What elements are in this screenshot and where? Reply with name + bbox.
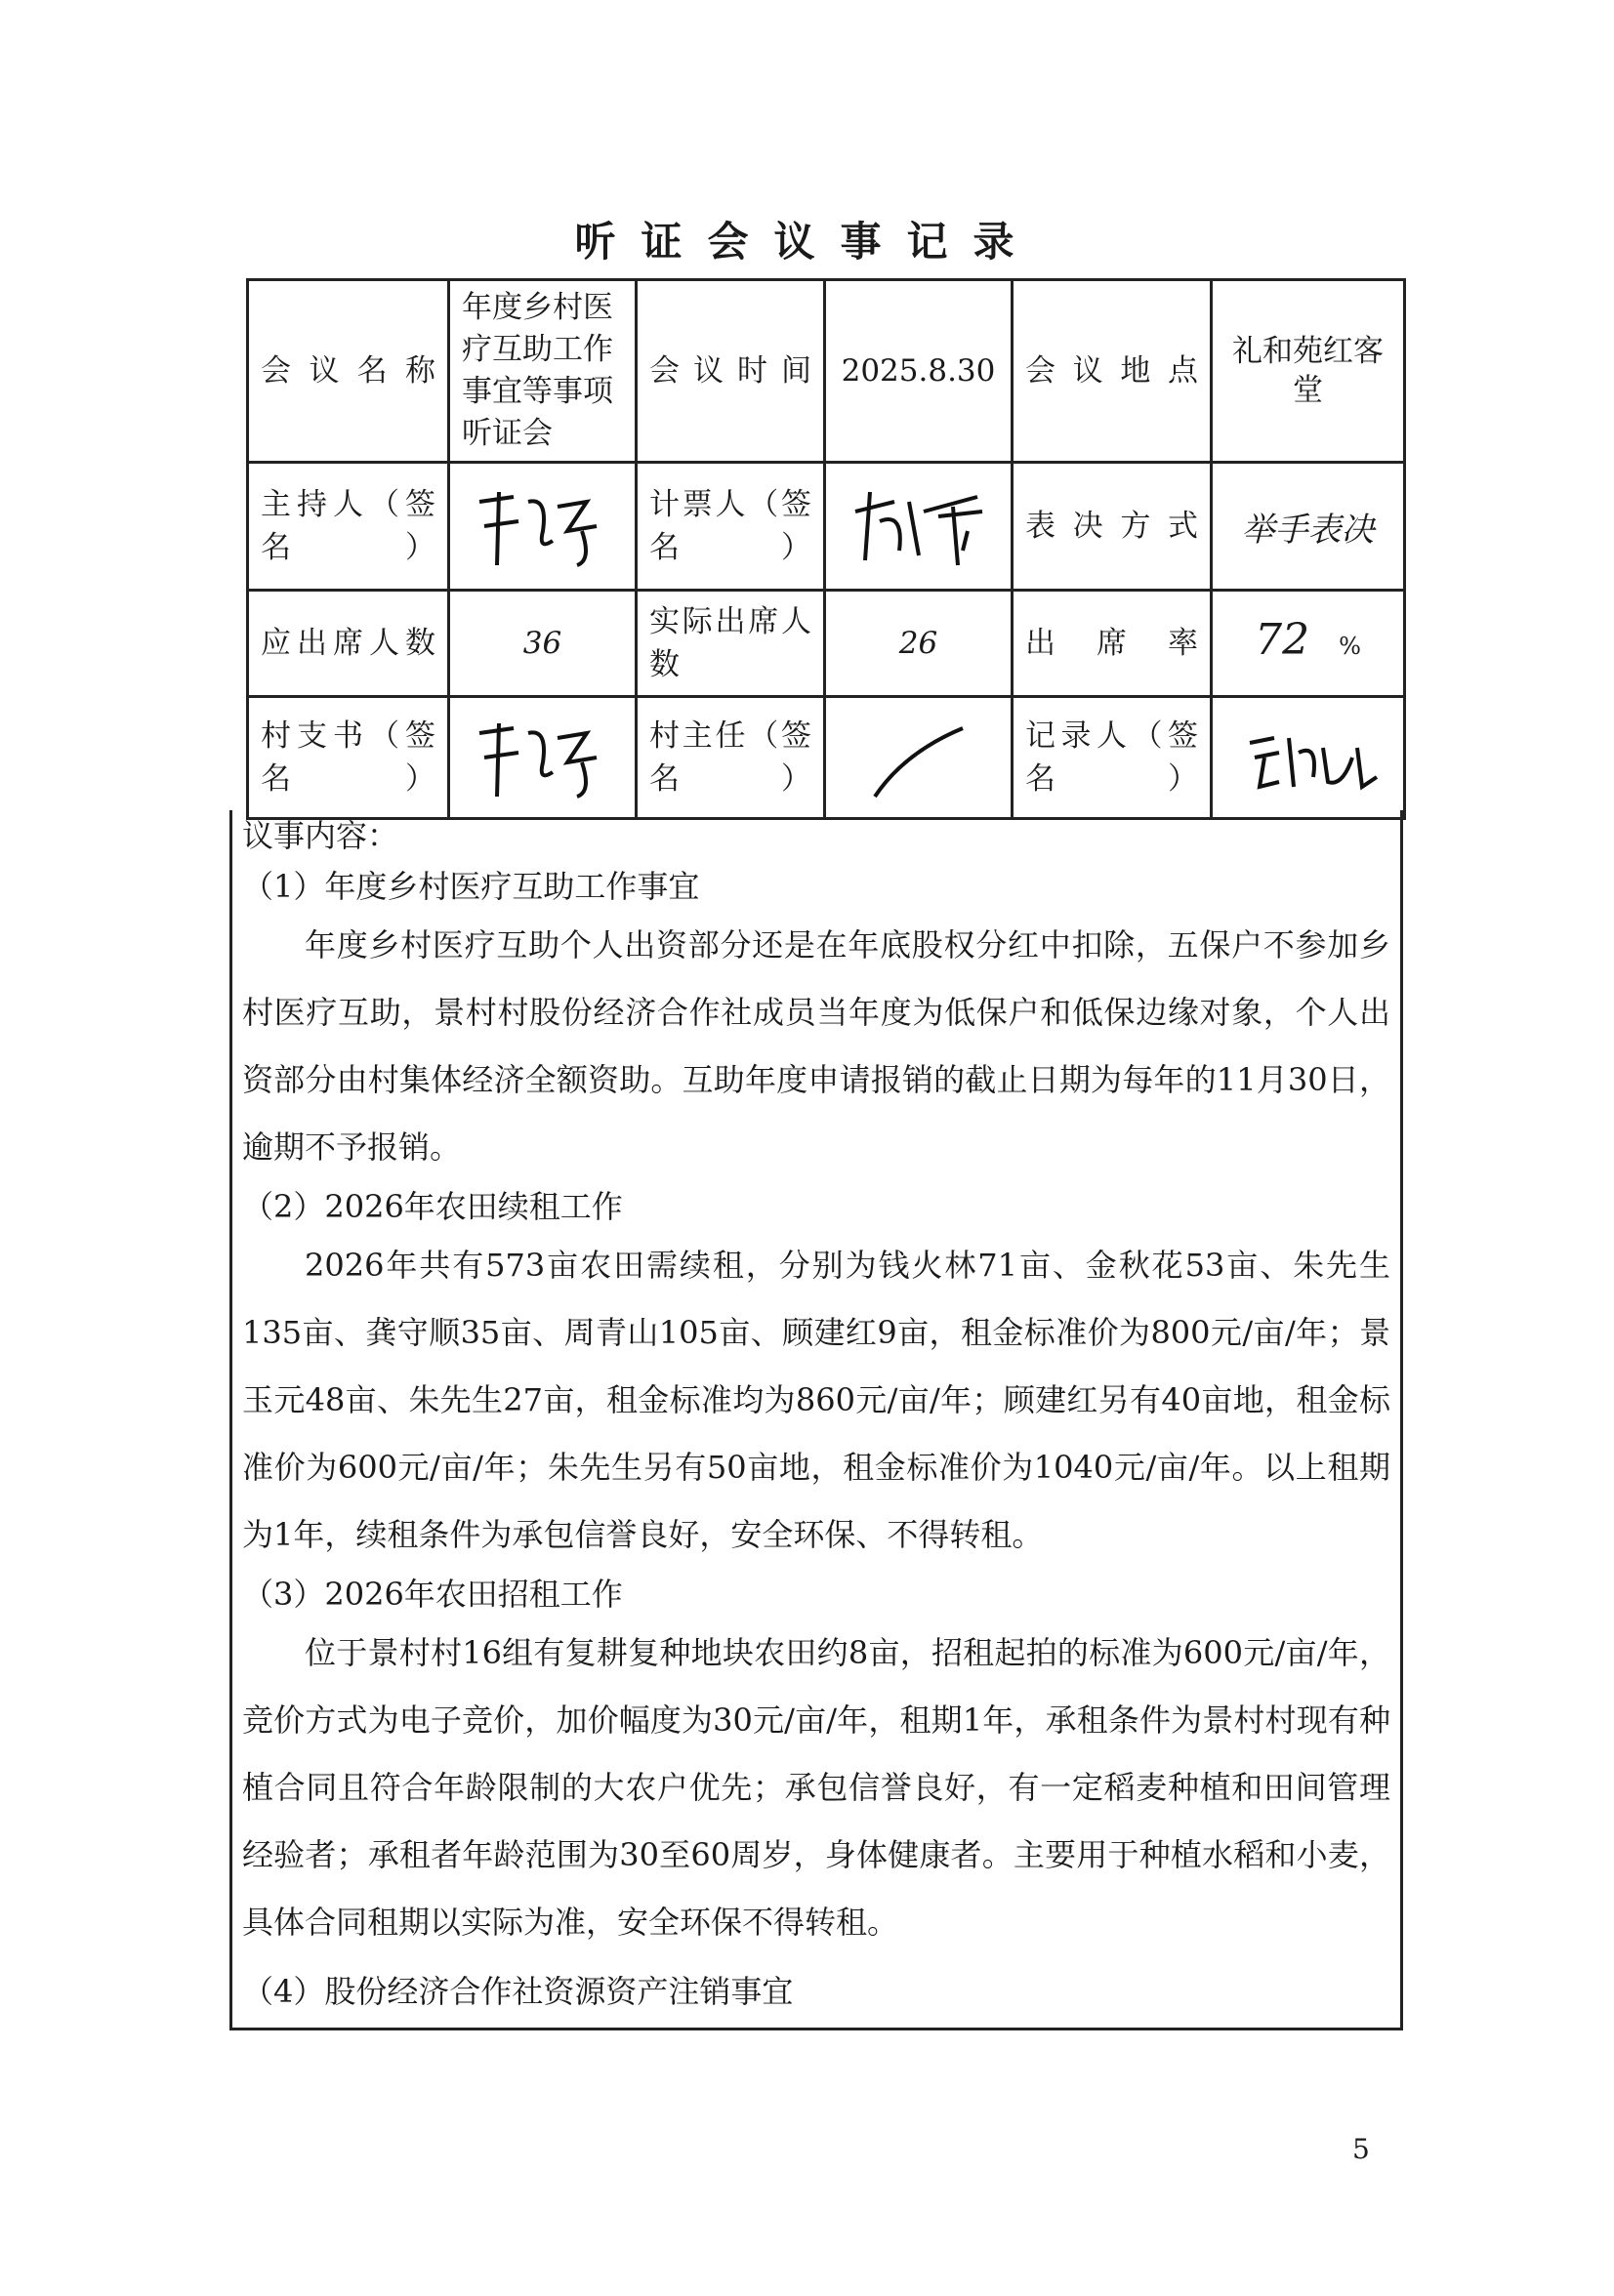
document-title: 听证会议事记录 bbox=[574, 218, 1040, 266]
page-number: 5 bbox=[1352, 2133, 1370, 2165]
attendance-rate-label: 出席率 bbox=[1013, 591, 1212, 697]
meeting-time-label: 会议时间 bbox=[637, 280, 825, 463]
section-body: 年度乡村医疗互助个人出资部分还是在年底股权分红中扣除，五保户不参加乡村医疗互助，景村村股份经济合作社成员当年度为低保户和低保边缘对象，个人出资部分由村集体经济全额资助。互助年度申请报销的截止日期为每年的11月30日，逾期不予报销。 bbox=[242, 926, 1390, 1166]
recorder-label: 记录人（签名） bbox=[1013, 697, 1212, 819]
host-label: 主持人（签名） bbox=[248, 463, 449, 591]
vote-method-value: 举手表决 bbox=[1212, 463, 1405, 591]
section-heading: （3）2026年农田招租工作 bbox=[242, 1576, 623, 1613]
section-body: 位于景村村16组有复耕复种地块农田约8亩，招租起拍的标准为600元/亩/年，竞价方式为电子竞价，加价幅度为30元/亩/年，租期1年，承租条件为景村村现有种植合同且符合年龄限制的大农户优先；承包信誉良好，有一定稻麦种植和田间管理经验者；承租者年龄范围为30至60周岁，身体健康者。主要用于种植水稻和小麦，具体合同租期以实际为准，安全环保不得转租。 bbox=[242, 1634, 1390, 1941]
recorder-signature bbox=[1212, 697, 1405, 819]
content-label: 议事内容： bbox=[242, 817, 399, 854]
section-body: 2026年共有573亩农田需续租，分别为钱火林71亩、金秋花53亩、朱先生135亩、龚守顺35亩、周青山105亩、顾建红9亩，租金标准价为800元/亩/年；景玉元48亩、朱先生27亩，租金标准均为860元/亩/年；顾建红另有40亩地，租金标准价为600元/亩/年；朱先生另有50亩地，租金标准价为1040元/亩/年。以上租期为1年，续租条件为承包信誉良好，安全环保、不得转租。 bbox=[242, 1247, 1390, 1553]
host-signature bbox=[449, 463, 637, 591]
section-heading: （4）股份经济合作社资源资产注销事宜 bbox=[242, 1973, 794, 2010]
actual-attendees-value: 26 bbox=[825, 591, 1013, 697]
vote-method-label: 表决方式 bbox=[1013, 463, 1212, 591]
attendance-rate bbox=[1212, 591, 1405, 697]
actual-attendees-label: 实际出席人数 bbox=[637, 591, 825, 697]
teller-label: 计票人（签名） bbox=[637, 463, 825, 591]
village-director-label: 村主任（签名） bbox=[637, 697, 825, 819]
meeting-place-value: 礼和苑红客堂 bbox=[1212, 280, 1405, 463]
meeting-name-value: 年度乡村医疗互助工作事宜等事项听证会 bbox=[449, 280, 637, 463]
meeting-time-value: 2025.8.30 bbox=[825, 280, 1013, 463]
expected-attendees-label: 应出席人数 bbox=[248, 591, 449, 697]
section-heading: （2）2026年农田续租工作 bbox=[242, 1188, 623, 1225]
attendance-rate-value: 72 bbox=[1255, 615, 1310, 665]
party-secretary-signature bbox=[449, 697, 637, 819]
expected-attendees-value: 36 bbox=[449, 591, 637, 697]
discussion-content bbox=[229, 810, 1403, 2030]
village-director-signature bbox=[825, 697, 1013, 819]
teller-signature bbox=[825, 463, 1013, 591]
section-heading: （1）年度乡村医疗互助工作事宜 bbox=[242, 868, 700, 905]
meeting-name-label: 会议名称 bbox=[248, 280, 449, 463]
meeting-place-label: 会议地点 bbox=[1013, 280, 1212, 463]
attendance-rate-unit: % bbox=[1339, 633, 1361, 660]
party-secretary-label: 村支书（签名） bbox=[248, 697, 449, 819]
meeting-info-table bbox=[246, 278, 1406, 820]
